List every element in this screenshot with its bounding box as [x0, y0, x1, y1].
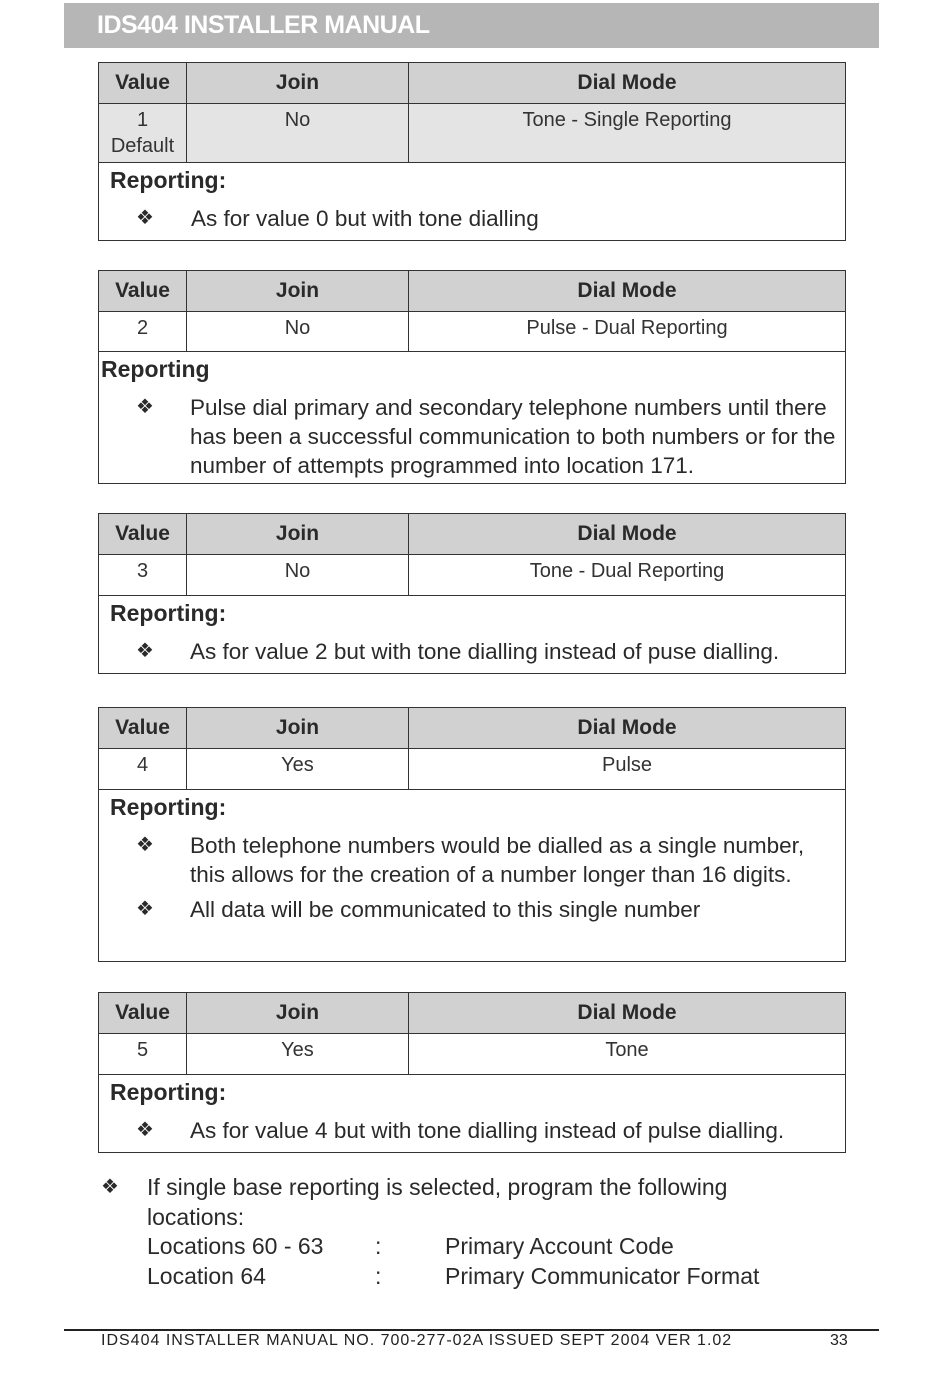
footer-text: IDS404 INSTALLER MANUAL NO. 700-277-02A ISSUED SEPT 2004 VER 1.02	[101, 1332, 733, 1349]
bullet-icon: ❖	[136, 396, 154, 418]
table-row	[99, 104, 845, 163]
header-dial-mode: Dial Mode	[577, 716, 677, 739]
dial-mode-cell: Tone	[605, 1039, 649, 1061]
table-row	[99, 555, 845, 596]
setting-block-1	[98, 62, 846, 241]
table-row	[99, 1034, 845, 1075]
setting-block-3	[98, 513, 846, 674]
table-row	[99, 312, 845, 352]
join-cell: No	[187, 104, 409, 162]
table-header	[99, 993, 845, 1034]
header-dial-mode: Dial Mode	[577, 522, 677, 545]
join-cell: Yes	[187, 749, 409, 789]
bullet-text: Both telephone numbers would be dialled as a single number, this allows for the creation of a number longer than 16 digits.	[190, 833, 805, 887]
single-base-note	[98, 1173, 847, 1291]
page-title: IDS404 INSTALLER MANUAL	[97, 11, 430, 39]
bullet-item	[99, 831, 845, 889]
join-cell: No	[187, 312, 409, 351]
value-cell	[99, 104, 187, 162]
header-bar	[64, 3, 879, 48]
header-join: Join	[187, 514, 409, 554]
reporting-heading: Reporting:	[110, 794, 227, 820]
reporting-heading: Reporting:	[110, 167, 227, 193]
value-cell: 5	[99, 1034, 187, 1074]
location-row	[147, 1232, 847, 1262]
value-default-label: Default	[110, 135, 175, 157]
value-number: 1	[136, 109, 149, 131]
header-value: Value	[99, 63, 187, 103]
dial-mode-cell: Tone - Single Reporting	[522, 109, 732, 131]
note-body	[147, 1173, 847, 1291]
bullet-icon: ❖	[136, 207, 154, 229]
header-dial-mode: Dial Mode	[577, 279, 677, 302]
header-join: Join	[187, 708, 409, 748]
table-header	[99, 708, 845, 749]
value-cell: 2	[99, 312, 187, 351]
dial-mode-cell: Pulse	[601, 754, 653, 776]
join-cell: No	[187, 555, 409, 595]
bullet-icon: ❖	[136, 898, 154, 920]
table-header	[99, 63, 845, 104]
bullet-icon: ❖	[101, 1176, 119, 1198]
reporting-heading: Reporting:	[110, 600, 227, 626]
location-separator: :	[375, 1233, 382, 1259]
setting-block-5	[98, 992, 846, 1153]
header-dial-mode: Dial Mode	[577, 71, 677, 94]
header-value: Value	[99, 993, 187, 1033]
bullet-item	[99, 1116, 845, 1145]
bullet-item	[99, 204, 845, 233]
join-cell: Yes	[187, 1034, 409, 1074]
bullet-text: As for value 2 but with tone dialling instead of puse dialling.	[190, 639, 780, 664]
bullet-icon: ❖	[136, 1119, 154, 1141]
table-row	[99, 749, 845, 790]
location-separator: :	[375, 1262, 382, 1289]
value-cell: 3	[99, 555, 187, 595]
location-label: Locations 60 - 63	[147, 1233, 324, 1259]
value-cell: 4	[99, 749, 187, 789]
note-text: If single base reporting is selected, program the following locations:	[147, 1174, 728, 1230]
header-value: Value	[99, 271, 187, 311]
setting-block-4	[98, 707, 846, 962]
location-description: Primary Account Code	[445, 1233, 674, 1259]
dial-mode-cell: Tone - Dual Reporting	[529, 560, 725, 582]
location-row	[147, 1262, 847, 1292]
bullet-icon: ❖	[136, 834, 154, 856]
header-value: Value	[99, 514, 187, 554]
bullet-text: Pulse dial primary and secondary telephone numbers until there has been a successful communication to both numbers or for the number of attempts programmed into location 171.	[190, 395, 836, 478]
bullet-item	[99, 637, 845, 666]
dial-mode-cell: Pulse - Dual Reporting	[526, 317, 728, 339]
location-description: Primary Communicator Format	[445, 1262, 760, 1289]
page-number: 33	[830, 1332, 848, 1349]
setting-block-2	[98, 270, 846, 484]
table-header	[99, 271, 845, 312]
header-join: Join	[187, 271, 409, 311]
header-dial-mode: Dial Mode	[577, 1001, 677, 1024]
header-join: Join	[187, 993, 409, 1033]
header-value: Value	[99, 708, 187, 748]
reporting-heading: Reporting	[101, 356, 210, 382]
table-header	[99, 514, 845, 555]
bullet-text: All data will be communicated to this single number	[190, 897, 701, 922]
bullet-text: As for value 4 but with tone dialling instead of pulse dialling.	[190, 1118, 785, 1143]
header-join: Join	[187, 63, 409, 103]
bullet-item	[99, 895, 845, 924]
bullet-item	[99, 393, 845, 480]
bullet-icon: ❖	[136, 640, 154, 662]
footer-divider	[64, 1329, 879, 1331]
reporting-heading: Reporting:	[110, 1079, 227, 1105]
bullet-text: As for value 0 but with tone dialling	[191, 206, 539, 231]
location-label: Location 64	[147, 1262, 266, 1289]
